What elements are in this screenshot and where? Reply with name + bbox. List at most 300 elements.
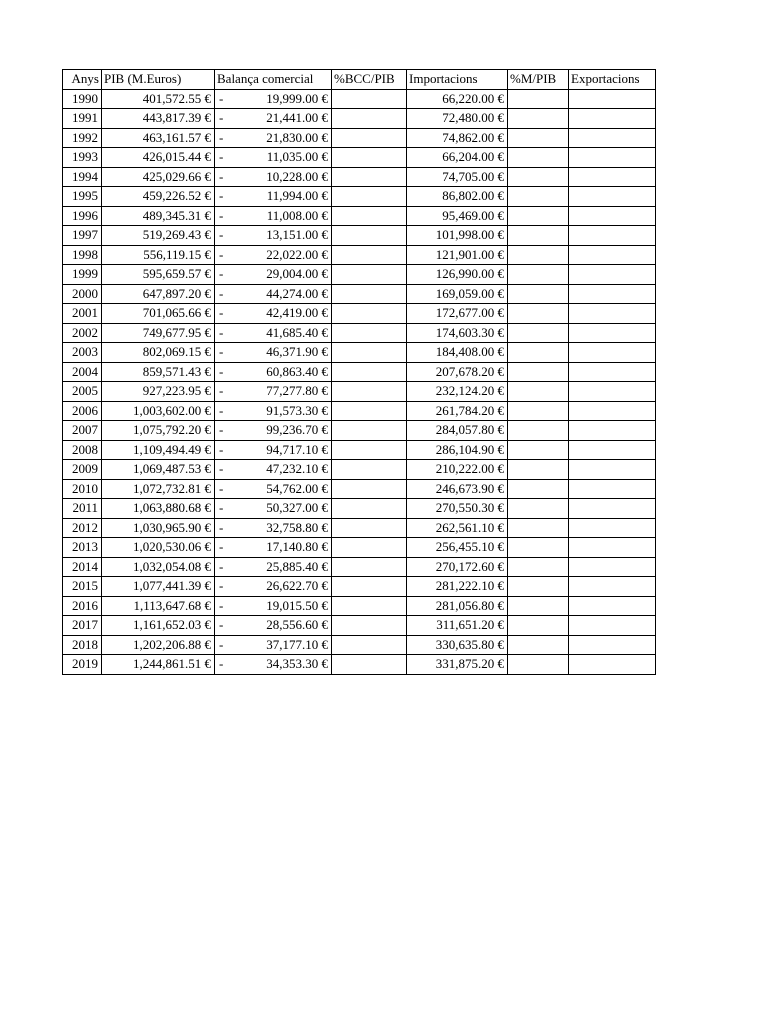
balance-value: 99,236.70 € bbox=[266, 422, 328, 438]
cell-exports[interactable] bbox=[569, 187, 656, 207]
cell-bcc-pib[interactable] bbox=[332, 596, 407, 616]
cell-pib[interactable]: 1,077,441.39 € bbox=[102, 577, 215, 597]
cell-balance[interactable] bbox=[215, 343, 332, 363]
cell-exports[interactable] bbox=[569, 343, 656, 363]
cell-balance[interactable] bbox=[215, 245, 332, 265]
table-row bbox=[63, 401, 656, 421]
cell-bcc-pib[interactable] bbox=[332, 128, 407, 148]
cell-balance[interactable] bbox=[215, 440, 332, 460]
cell-m-pib[interactable] bbox=[508, 655, 569, 675]
cell-bcc-pib[interactable] bbox=[332, 538, 407, 558]
cell-bcc-pib[interactable] bbox=[332, 284, 407, 304]
cell-exports[interactable] bbox=[569, 616, 656, 636]
cell-bcc-pib[interactable] bbox=[332, 401, 407, 421]
balance-value: 41,685.40 € bbox=[266, 324, 328, 340]
cell-year[interactable]: 1999 bbox=[63, 265, 102, 285]
balance-sign: - bbox=[219, 383, 224, 399]
cell-imports[interactable]: 261,784.20 € bbox=[407, 401, 508, 421]
cell-m-pib[interactable] bbox=[508, 557, 569, 577]
cell-bcc-pib[interactable] bbox=[332, 304, 407, 324]
cell-m-pib[interactable] bbox=[508, 460, 569, 480]
cell-pib[interactable]: 1,003,602.00 € bbox=[102, 401, 215, 421]
cell-pib[interactable]: 1,072,732.81 € bbox=[102, 479, 215, 499]
balance-sign: - bbox=[219, 246, 224, 262]
table-row bbox=[63, 518, 656, 538]
table-row bbox=[63, 440, 656, 460]
cell-balance[interactable] bbox=[215, 206, 332, 226]
cell-imports[interactable]: 281,222.10 € bbox=[407, 577, 508, 597]
cell-exports[interactable] bbox=[569, 323, 656, 343]
table-row bbox=[63, 479, 656, 499]
cell-balance[interactable] bbox=[215, 382, 332, 402]
cell-balance[interactable] bbox=[215, 538, 332, 558]
balance-value: 77,277.80 € bbox=[266, 383, 328, 399]
cell-pib[interactable]: 1,109,494.49 € bbox=[102, 440, 215, 460]
cell-bcc-pib[interactable] bbox=[332, 499, 407, 519]
cell-imports[interactable]: 169,059.00 € bbox=[407, 284, 508, 304]
cell-bcc-pib[interactable] bbox=[332, 167, 407, 187]
cell-balance[interactable] bbox=[215, 577, 332, 597]
cell-bcc-pib[interactable] bbox=[332, 323, 407, 343]
header-exports[interactable]: Exportacions bbox=[569, 70, 656, 90]
cell-m-pib[interactable] bbox=[508, 226, 569, 246]
balance-value: 91,573.30 € bbox=[266, 402, 328, 418]
cell-exports[interactable] bbox=[569, 401, 656, 421]
balance-sign: - bbox=[219, 207, 224, 223]
balance-sign: - bbox=[219, 188, 224, 204]
balance-value: 26,622.70 € bbox=[266, 578, 328, 594]
cell-exports[interactable] bbox=[569, 421, 656, 441]
balance-value: 13,151.00 € bbox=[266, 227, 328, 243]
cell-m-pib[interactable] bbox=[508, 304, 569, 324]
cell-pib[interactable]: 463,161.57 € bbox=[102, 128, 215, 148]
cell-year[interactable]: 1997 bbox=[63, 226, 102, 246]
balance-sign: - bbox=[219, 597, 224, 613]
cell-m-pib[interactable] bbox=[508, 128, 569, 148]
cell-balance[interactable] bbox=[215, 557, 332, 577]
cell-pib[interactable]: 802,069.15 € bbox=[102, 343, 215, 363]
table-row bbox=[63, 382, 656, 402]
cell-exports[interactable] bbox=[569, 577, 656, 597]
cell-bcc-pib[interactable] bbox=[332, 421, 407, 441]
cell-bcc-pib[interactable] bbox=[332, 362, 407, 382]
balance-value: 28,556.60 € bbox=[266, 617, 328, 633]
cell-bcc-pib[interactable] bbox=[332, 89, 407, 109]
cell-balance[interactable] bbox=[215, 148, 332, 168]
balance-sign: - bbox=[219, 285, 224, 301]
cell-exports[interactable] bbox=[569, 206, 656, 226]
balance-value: 50,327.00 € bbox=[266, 500, 328, 516]
cell-m-pib[interactable] bbox=[508, 499, 569, 519]
cell-bcc-pib[interactable] bbox=[332, 206, 407, 226]
balance-value: 46,371.90 € bbox=[266, 344, 328, 360]
cell-exports[interactable] bbox=[569, 304, 656, 324]
header-m-pib[interactable]: %M/PIB bbox=[508, 70, 569, 90]
cell-balance[interactable] bbox=[215, 616, 332, 636]
cell-balance[interactable] bbox=[215, 401, 332, 421]
balance-sign: - bbox=[219, 129, 224, 145]
cell-exports[interactable] bbox=[569, 226, 656, 246]
header-bcc-pib[interactable]: %BCC/PIB bbox=[332, 70, 407, 90]
header-year[interactable]: Anys bbox=[63, 70, 102, 90]
cell-year[interactable]: 2011 bbox=[63, 499, 102, 519]
cell-bcc-pib[interactable] bbox=[332, 187, 407, 207]
table-row bbox=[63, 226, 656, 246]
cell-year[interactable]: 2016 bbox=[63, 596, 102, 616]
cell-year[interactable]: 2007 bbox=[63, 421, 102, 441]
cell-balance[interactable] bbox=[215, 109, 332, 129]
cell-year[interactable]: 1991 bbox=[63, 109, 102, 129]
cell-m-pib[interactable] bbox=[508, 401, 569, 421]
cell-imports[interactable]: 172,677.00 € bbox=[407, 304, 508, 324]
table-row bbox=[63, 362, 656, 382]
cell-pib[interactable]: 401,572.55 € bbox=[102, 89, 215, 109]
cell-m-pib[interactable] bbox=[508, 206, 569, 226]
cell-year[interactable]: 1990 bbox=[63, 89, 102, 109]
cell-pib[interactable]: 489,345.31 € bbox=[102, 206, 215, 226]
cell-bcc-pib[interactable] bbox=[332, 265, 407, 285]
cell-imports[interactable]: 126,990.00 € bbox=[407, 265, 508, 285]
cell-imports[interactable]: 256,455.10 € bbox=[407, 538, 508, 558]
balance-value: 19,015.50 € bbox=[266, 597, 328, 613]
cell-year[interactable]: 2017 bbox=[63, 616, 102, 636]
cell-bcc-pib[interactable] bbox=[332, 557, 407, 577]
header-row bbox=[63, 70, 656, 90]
cell-pib[interactable]: 519,269.43 € bbox=[102, 226, 215, 246]
cell-imports[interactable]: 66,220.00 € bbox=[407, 89, 508, 109]
balance-sign: - bbox=[219, 149, 224, 165]
balance-value: 32,758.80 € bbox=[266, 519, 328, 535]
cell-m-pib[interactable] bbox=[508, 382, 569, 402]
cell-exports[interactable] bbox=[569, 265, 656, 285]
cell-bcc-pib[interactable] bbox=[332, 479, 407, 499]
cell-year[interactable]: 1996 bbox=[63, 206, 102, 226]
cell-m-pib[interactable] bbox=[508, 284, 569, 304]
cell-balance[interactable] bbox=[215, 518, 332, 538]
cell-exports[interactable] bbox=[569, 518, 656, 538]
cell-m-pib[interactable] bbox=[508, 323, 569, 343]
cell-balance[interactable] bbox=[215, 128, 332, 148]
cell-pib[interactable]: 426,015.44 € bbox=[102, 148, 215, 168]
cell-year[interactable]: 2010 bbox=[63, 479, 102, 499]
cell-bcc-pib[interactable] bbox=[332, 616, 407, 636]
cell-m-pib[interactable] bbox=[508, 343, 569, 363]
cell-bcc-pib[interactable] bbox=[332, 460, 407, 480]
cell-balance[interactable] bbox=[215, 479, 332, 499]
cell-m-pib[interactable] bbox=[508, 616, 569, 636]
cell-m-pib[interactable] bbox=[508, 518, 569, 538]
balance-sign: - bbox=[219, 266, 224, 282]
cell-m-pib[interactable] bbox=[508, 187, 569, 207]
table-row bbox=[63, 596, 656, 616]
table-row bbox=[63, 343, 656, 363]
cell-exports[interactable] bbox=[569, 538, 656, 558]
cell-pib[interactable]: 459,226.52 € bbox=[102, 187, 215, 207]
cell-imports[interactable]: 174,603.30 € bbox=[407, 323, 508, 343]
cell-balance[interactable] bbox=[215, 167, 332, 187]
cell-m-pib[interactable] bbox=[508, 538, 569, 558]
cell-balance[interactable] bbox=[215, 89, 332, 109]
table-row bbox=[63, 635, 656, 655]
cell-exports[interactable] bbox=[569, 148, 656, 168]
table-row bbox=[63, 128, 656, 148]
cell-pib[interactable]: 647,897.20 € bbox=[102, 284, 215, 304]
cell-m-pib[interactable] bbox=[508, 421, 569, 441]
table-row bbox=[63, 245, 656, 265]
cell-balance[interactable] bbox=[215, 265, 332, 285]
cell-exports[interactable] bbox=[569, 109, 656, 129]
cell-pib[interactable]: 1,030,965.90 € bbox=[102, 518, 215, 538]
cell-pib[interactable]: 425,029.66 € bbox=[102, 167, 215, 187]
cell-exports[interactable] bbox=[569, 499, 656, 519]
table-row bbox=[63, 577, 656, 597]
balance-value: 25,885.40 € bbox=[266, 558, 328, 574]
cell-pib[interactable]: 556,119.15 € bbox=[102, 245, 215, 265]
cell-balance[interactable] bbox=[215, 187, 332, 207]
cell-exports[interactable] bbox=[569, 128, 656, 148]
cell-bcc-pib[interactable] bbox=[332, 226, 407, 246]
cell-year[interactable]: 2012 bbox=[63, 518, 102, 538]
cell-balance[interactable] bbox=[215, 362, 332, 382]
cell-pib[interactable]: 701,065.66 € bbox=[102, 304, 215, 324]
balance-value: 29,004.00 € bbox=[266, 266, 328, 282]
balance-sign: - bbox=[219, 558, 224, 574]
cell-year[interactable]: 1998 bbox=[63, 245, 102, 265]
cell-year[interactable]: 2003 bbox=[63, 343, 102, 363]
cell-year[interactable]: 2000 bbox=[63, 284, 102, 304]
cell-imports[interactable]: 331,875.20 € bbox=[407, 655, 508, 675]
balance-sign: - bbox=[219, 422, 224, 438]
table-row bbox=[63, 538, 656, 558]
cell-year[interactable]: 2002 bbox=[63, 323, 102, 343]
cell-pib[interactable]: 1,161,652.03 € bbox=[102, 616, 215, 636]
cell-year[interactable]: 2013 bbox=[63, 538, 102, 558]
cell-bcc-pib[interactable] bbox=[332, 148, 407, 168]
cell-imports[interactable]: 270,172.60 € bbox=[407, 557, 508, 577]
cell-m-pib[interactable] bbox=[508, 635, 569, 655]
table-row bbox=[63, 655, 656, 675]
cell-imports[interactable]: 210,222.00 € bbox=[407, 460, 508, 480]
table-row bbox=[63, 187, 656, 207]
cell-exports[interactable] bbox=[569, 635, 656, 655]
cell-year[interactable]: 2019 bbox=[63, 655, 102, 675]
cell-pib[interactable]: 927,223.95 € bbox=[102, 382, 215, 402]
balance-value: 94,717.10 € bbox=[266, 441, 328, 457]
balance-value: 37,177.10 € bbox=[266, 636, 328, 652]
cell-exports[interactable] bbox=[569, 362, 656, 382]
table-row bbox=[63, 265, 656, 285]
balance-sign: - bbox=[219, 539, 224, 555]
cell-year[interactable]: 2006 bbox=[63, 401, 102, 421]
cell-pib[interactable]: 443,817.39 € bbox=[102, 109, 215, 129]
cell-pib[interactable]: 1,032,054.08 € bbox=[102, 557, 215, 577]
cell-pib[interactable]: 1,020,530.06 € bbox=[102, 538, 215, 558]
table-row bbox=[63, 460, 656, 480]
cell-pib[interactable]: 1,202,206.88 € bbox=[102, 635, 215, 655]
table-body bbox=[63, 89, 656, 674]
table-row bbox=[63, 109, 656, 129]
cell-m-pib[interactable] bbox=[508, 265, 569, 285]
cell-m-pib[interactable] bbox=[508, 89, 569, 109]
cell-balance[interactable] bbox=[215, 499, 332, 519]
cell-m-pib[interactable] bbox=[508, 577, 569, 597]
cell-year[interactable]: 2008 bbox=[63, 440, 102, 460]
balance-sign: - bbox=[219, 344, 224, 360]
cell-balance[interactable] bbox=[215, 421, 332, 441]
cell-year[interactable]: 1995 bbox=[63, 187, 102, 207]
cell-pib[interactable]: 1,075,792.20 € bbox=[102, 421, 215, 441]
balance-sign: - bbox=[219, 110, 224, 126]
cell-year[interactable]: 2004 bbox=[63, 362, 102, 382]
cell-exports[interactable] bbox=[569, 557, 656, 577]
cell-bcc-pib[interactable] bbox=[332, 440, 407, 460]
cell-pib[interactable]: 1,244,861.51 € bbox=[102, 655, 215, 675]
cell-imports[interactable]: 86,802.00 € bbox=[407, 187, 508, 207]
cell-year[interactable]: 1992 bbox=[63, 128, 102, 148]
cell-imports[interactable]: 311,651.20 € bbox=[407, 616, 508, 636]
table-row bbox=[63, 284, 656, 304]
cell-imports[interactable]: 232,124.20 € bbox=[407, 382, 508, 402]
data-table bbox=[62, 69, 656, 675]
balance-sign: - bbox=[219, 305, 224, 321]
cell-year[interactable]: 2005 bbox=[63, 382, 102, 402]
table-row bbox=[63, 323, 656, 343]
cell-imports[interactable]: 95,469.00 € bbox=[407, 206, 508, 226]
cell-exports[interactable] bbox=[569, 245, 656, 265]
cell-m-pib[interactable] bbox=[508, 440, 569, 460]
cell-imports[interactable]: 330,635.80 € bbox=[407, 635, 508, 655]
cell-bcc-pib[interactable] bbox=[332, 635, 407, 655]
cell-exports[interactable] bbox=[569, 596, 656, 616]
cell-imports[interactable]: 184,408.00 € bbox=[407, 343, 508, 363]
cell-m-pib[interactable] bbox=[508, 148, 569, 168]
balance-value: 17,140.80 € bbox=[266, 539, 328, 555]
cell-imports[interactable]: 72,480.00 € bbox=[407, 109, 508, 129]
table-row bbox=[63, 421, 656, 441]
cell-pib[interactable]: 749,677.95 € bbox=[102, 323, 215, 343]
table-row bbox=[63, 89, 656, 109]
balance-sign: - bbox=[219, 519, 224, 535]
cell-bcc-pib[interactable] bbox=[332, 577, 407, 597]
cell-bcc-pib[interactable] bbox=[332, 343, 407, 363]
cell-imports[interactable]: 262,561.10 € bbox=[407, 518, 508, 538]
cell-m-pib[interactable] bbox=[508, 167, 569, 187]
balance-sign: - bbox=[219, 636, 224, 652]
cell-m-pib[interactable] bbox=[508, 109, 569, 129]
cell-balance[interactable] bbox=[215, 596, 332, 616]
cell-imports[interactable]: 74,705.00 € bbox=[407, 167, 508, 187]
balance-sign: - bbox=[219, 441, 224, 457]
table-row bbox=[63, 167, 656, 187]
cell-balance[interactable] bbox=[215, 284, 332, 304]
cell-bcc-pib[interactable] bbox=[332, 245, 407, 265]
cell-imports[interactable]: 281,056.80 € bbox=[407, 596, 508, 616]
cell-balance[interactable] bbox=[215, 226, 332, 246]
cell-imports[interactable]: 74,862.00 € bbox=[407, 128, 508, 148]
cell-imports[interactable]: 284,057.80 € bbox=[407, 421, 508, 441]
cell-year[interactable]: 2001 bbox=[63, 304, 102, 324]
balance-sign: - bbox=[219, 227, 224, 243]
cell-imports[interactable]: 246,673.90 € bbox=[407, 479, 508, 499]
cell-imports[interactable]: 270,550.30 € bbox=[407, 499, 508, 519]
cell-bcc-pib[interactable] bbox=[332, 655, 407, 675]
cell-bcc-pib[interactable] bbox=[332, 518, 407, 538]
cell-imports[interactable]: 121,901.00 € bbox=[407, 245, 508, 265]
cell-bcc-pib[interactable] bbox=[332, 382, 407, 402]
header-pib[interactable]: PIB (M.Euros) bbox=[102, 70, 215, 90]
cell-exports[interactable] bbox=[569, 167, 656, 187]
cell-exports[interactable] bbox=[569, 655, 656, 675]
cell-exports[interactable] bbox=[569, 460, 656, 480]
table-row bbox=[63, 206, 656, 226]
balance-sign: - bbox=[219, 90, 224, 106]
balance-sign: - bbox=[219, 500, 224, 516]
balance-sign: - bbox=[219, 402, 224, 418]
cell-balance[interactable] bbox=[215, 323, 332, 343]
cell-exports[interactable] bbox=[569, 440, 656, 460]
cell-imports[interactable]: 207,678.20 € bbox=[407, 362, 508, 382]
header-balance[interactable]: Balança comercial bbox=[215, 70, 332, 90]
cell-year[interactable]: 2009 bbox=[63, 460, 102, 480]
cell-balance[interactable] bbox=[215, 304, 332, 324]
balance-value: 21,441.00 € bbox=[266, 110, 328, 126]
balance-value: 11,994.00 € bbox=[266, 188, 328, 204]
cell-balance[interactable] bbox=[215, 460, 332, 480]
balance-value: 19,999.00 € bbox=[266, 90, 328, 106]
cell-year[interactable]: 2018 bbox=[63, 635, 102, 655]
cell-pib[interactable]: 595,659.57 € bbox=[102, 265, 215, 285]
cell-pib[interactable]: 1,063,880.68 € bbox=[102, 499, 215, 519]
cell-m-pib[interactable] bbox=[508, 479, 569, 499]
cell-imports[interactable]: 286,104.90 € bbox=[407, 440, 508, 460]
balance-value: 11,035.00 € bbox=[266, 149, 328, 165]
table-row bbox=[63, 616, 656, 636]
balance-sign: - bbox=[219, 461, 224, 477]
cell-exports[interactable] bbox=[569, 382, 656, 402]
cell-pib[interactable]: 1,069,487.53 € bbox=[102, 460, 215, 480]
balance-sign: - bbox=[219, 578, 224, 594]
cell-year[interactable]: 1993 bbox=[63, 148, 102, 168]
cell-year[interactable]: 2015 bbox=[63, 577, 102, 597]
balance-sign: - bbox=[219, 363, 224, 379]
header-imports[interactable]: Importacions bbox=[407, 70, 508, 90]
balance-sign: - bbox=[219, 168, 224, 184]
cell-imports[interactable]: 66,204.00 € bbox=[407, 148, 508, 168]
balance-value: 21,830.00 € bbox=[266, 129, 328, 145]
balance-value: 22,022.00 € bbox=[266, 246, 328, 262]
cell-exports[interactable] bbox=[569, 479, 656, 499]
table-row bbox=[63, 304, 656, 324]
cell-exports[interactable] bbox=[569, 284, 656, 304]
cell-balance[interactable] bbox=[215, 635, 332, 655]
cell-year[interactable]: 1994 bbox=[63, 167, 102, 187]
cell-exports[interactable] bbox=[569, 89, 656, 109]
balance-sign: - bbox=[219, 656, 224, 672]
balance-sign: - bbox=[219, 480, 224, 496]
balance-value: 11,008.00 € bbox=[266, 207, 328, 223]
cell-year[interactable]: 2014 bbox=[63, 557, 102, 577]
cell-imports[interactable]: 101,998.00 € bbox=[407, 226, 508, 246]
cell-m-pib[interactable] bbox=[508, 245, 569, 265]
cell-bcc-pib[interactable] bbox=[332, 109, 407, 129]
cell-pib[interactable]: 1,113,647.68 € bbox=[102, 596, 215, 616]
cell-m-pib[interactable] bbox=[508, 362, 569, 382]
cell-balance[interactable] bbox=[215, 655, 332, 675]
balance-sign: - bbox=[219, 617, 224, 633]
balance-value: 34,353.30 € bbox=[266, 656, 328, 672]
cell-m-pib[interactable] bbox=[508, 596, 569, 616]
cell-pib[interactable]: 859,571.43 € bbox=[102, 362, 215, 382]
